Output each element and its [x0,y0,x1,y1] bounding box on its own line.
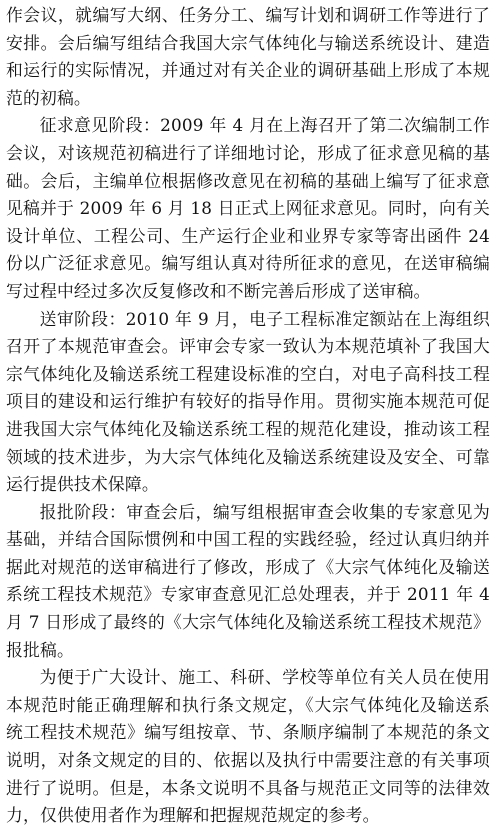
paragraph-review-stage: 送审阶段：2010 年 9 月，电子工程标准定额站在上海组织召开了本规范审查会。评审会专家一致认为本规范填补了我国大宗气体纯化及输送系统工程建设标准的空白，对电子高科技工程项目的建设和运行维护有较好的指导作用。贯彻实施本规范可促进我国大宗气体纯化及输送系统工程的规范化建设，推动该工程领域的技术进步，为大宗气体纯化及输送系统建设及安全、可靠运行提供技术保障。 [6,308,490,495]
paragraph-continuation: 作会议，就编写大纲、任务分工、编写计划和调研工作等进行了安排。会后编写组结合我国大宗气体纯化与输送系统设计、建造和运行的实际情况，并通过对有关企业的调研基础上形成了本规范的初稿。 [6,5,490,108]
paragraph-usage-note: 为便于广大设计、施工、科研、学校等单位有关人员在使用本规范时能正确理解和执行条文规定，《大宗气体纯化及输送系统工程技术规范》编写组按章、节、条顺序编制了本规范的条文说明，对条文规定的目的、依据以及执行中需要注意的有关事项进行了说明。但是，本条文说明不具备与规范正文同等的法律效力，仅供使用者作为理解和把握规范规定的参考。 [6,667,490,826]
paragraph-comment-stage: 征求意见阶段：2009 年 4 月在上海召开了第二次编制工作会议，对该规范初稿进行了详细地讨论，形成了征求意见稿的基础。会后，主编单位根据修改意见在初稿的基础上编写了征求意见稿并于 2009 年 6 月 18 日正式上网征求意见。同时，向有关设计单位、工程公司、生产运行企业和业界专家等寄出函件 24 份以广泛征求意见。编写组认真对待所征求的意见，在送审稿编写过程中经过多次反复修改和不断完善后形成了送审稿。 [6,115,490,301]
paragraph-approval-stage: 报批阶段：审查会后，编写组根据审查会收集的专家意见为基础，并结合国际惯例和中国工程的实践经验，经过认真归纳并据此对规范的送审稿进行了修改，形成了《大宗气体纯化及输送系统工程技术规范》专家审查意见汇总处理表，并于 2011 年 4 月 7 日形成了最终的《大宗气体纯化及输送系统工程技术规范》报批稿。 [6,501,490,660]
